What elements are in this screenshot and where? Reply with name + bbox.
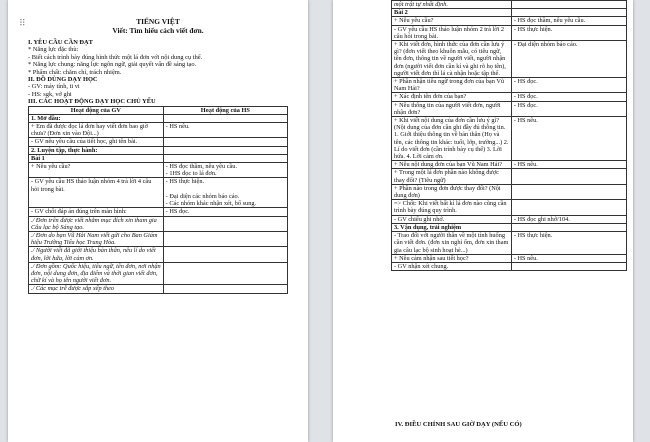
student-activity-cell: - HS nêu.	[163, 123, 287, 138]
requirement-line: * Phẩm chất: chăm chỉ, trách nhiệm.	[28, 68, 122, 76]
student-activity-cell: - HS đọc ghi nhớ/104.	[511, 215, 626, 223]
student-activity-cell: - Đại diện nhóm báo cáo.	[511, 41, 626, 78]
teacher-activity-cell: ./ Các mục trễ được sắp xếp theo	[29, 285, 164, 293]
teacher-activity-cell: - GV chiếu ghi nhớ.	[392, 215, 512, 223]
teacher-activity-cell: + Phần nào trong đơn được thay đổi? (Nội dung đơn)	[392, 184, 512, 199]
student-activity-cell	[163, 146, 287, 154]
table-row	[392, 223, 627, 231]
teacher-activity-cell: - GV yêu cầu HS thảo luận nhóm 4 trả lời 4 câu hỏi trong bài.	[29, 178, 164, 208]
teacher-activity-cell: - Trao đổi với người thân về một tình huống cần viết đơn. (đơn xin nghỉ ốm, đơn xin tham gia câu lạc bộ sinh hoạt hè...)	[392, 232, 512, 255]
teacher-activity-cell: + Nêu cảm nhận sau tiết học?	[392, 254, 512, 262]
table-row	[392, 215, 627, 223]
column-header-teacher: Hoạt động của GV	[29, 106, 164, 114]
tools-line: - GV: máy tính, ti vi	[28, 83, 80, 91]
table-row	[392, 101, 627, 116]
teacher-activity-cell: Bài 2	[392, 9, 512, 17]
table-row	[392, 161, 627, 169]
teacher-activity-cell: 3. Vận dụng, trải nghiệm	[392, 223, 512, 231]
table-row	[29, 208, 288, 216]
teacher-activity-cell: + Khi viết đơn, hình thức của đơn cần lưu ý gì? (đơn viết theo khuôn mẫu, có tiêu ngữ, tên đơn, thông tin về người viết, người nhận đơn (người viết đơn cần kí và ghi rõ họ tên), người viết đơn thì lá cà nhận hoặc tập thể.	[392, 41, 512, 78]
table-row	[29, 146, 288, 154]
table-row	[392, 232, 627, 255]
student-activity-cell: - HS đọc.	[511, 93, 626, 101]
document-page-2	[333, 0, 633, 442]
teacher-activity-cell: + Nêu yêu cầu?	[29, 163, 164, 178]
teacher-activity-cell: + Em đã được đọc lá đơn hay viết đơn bao giờ chưa? (Đơn xin vào Đội...)	[29, 123, 164, 138]
teacher-activity-cell: + Nêu yêu cầu?	[392, 17, 512, 25]
student-activity-cell: - HS đọc thầm, nêu yêu cầu. - 1HS đọc to lá đơn.	[163, 163, 287, 178]
table-row	[392, 41, 627, 78]
student-activity-cell	[511, 223, 626, 231]
student-activity-cell	[163, 216, 287, 231]
student-activity-cell	[511, 169, 626, 184]
table-row	[392, 78, 627, 93]
teacher-activity-cell: - GV chốt đáp án đúng trên màn hình:	[29, 208, 164, 216]
table-row	[392, 117, 627, 161]
requirement-line: * Năng lực đặc thù:	[28, 46, 79, 54]
table-row	[392, 1, 627, 9]
student-activity-cell	[163, 154, 287, 162]
student-activity-cell: - HS nêu.	[511, 254, 626, 262]
requirement-line: * Năng lực chung: năng lực ngôn ngữ, giải quyết vấn đề sáng tạo.	[28, 61, 197, 69]
column-header-student: Hoạt động của HS	[163, 106, 287, 114]
student-activity-cell	[511, 184, 626, 199]
student-activity-cell	[163, 247, 287, 262]
tools-line: - HS: sgk, vở ghi	[28, 90, 72, 98]
teacher-activity-cell: ./ Người viết đã giới thiệu bản thân, nêu lí do viết đơn, lời hứa, lời cảm ơn.	[29, 247, 164, 262]
table-row	[29, 178, 288, 208]
lesson-title: TIẾNG VIỆT	[136, 17, 180, 26]
requirement-line: - Biết cách trình bày đúng hình thức một lá đơn với nội dung cụ thể.	[28, 53, 203, 61]
table-row	[392, 169, 627, 184]
student-activity-cell: - HS thực hiện. - Đại diện các nhóm báo cáo. - Các nhóm khác nhận xét, bổ sung.	[163, 178, 287, 208]
table-row	[29, 114, 288, 122]
table-row	[29, 154, 288, 162]
student-activity-cell	[511, 200, 626, 215]
table-row	[392, 17, 627, 25]
table-row	[29, 262, 288, 285]
table-row	[392, 184, 627, 199]
teacher-activity-cell: - GV nhận xét chung.	[392, 262, 512, 270]
table-row	[392, 25, 627, 40]
student-activity-cell: - HS nêu.	[511, 161, 626, 169]
student-activity-cell	[163, 114, 287, 122]
student-activity-cell	[511, 262, 626, 270]
drag-handle-icon[interactable]: ⠿	[19, 19, 27, 29]
table-row	[392, 9, 627, 17]
student-activity-cell: - HS đọc.	[511, 101, 626, 116]
teacher-activity-cell: ./ Đơn trên được viết nhằm mục đích xin tham gia Câu lạc bộ Sáng tạo.	[29, 216, 164, 231]
teacher-activity-cell: ./ Đơn do bạn Vũ Hải Nam viết gửi cho Ban Giám hiệu Trường Tiểu học Trung Hòa.	[29, 231, 164, 246]
teacher-activity-cell: + Nêu thông tin của người viết đơn, người nhận đơn?	[392, 101, 512, 116]
student-activity-cell: - HS thực hiện.	[511, 25, 626, 40]
teacher-activity-cell: ./ Đơn gồm: Quốc hiệu, tiêu ngữ, tên đơn, nơi nhận đơn, nội dung đơn, địa điểm và thời gian viết đơn, chữ kí và họ tên người viết đơn.	[29, 262, 164, 285]
student-activity-cell: - HS đọc thầm, nêu yêu cầu.	[511, 17, 626, 25]
student-activity-cell	[511, 9, 626, 17]
lesson-subtitle: Viết: Tìm hiểu cách viết đơn.	[112, 25, 204, 35]
student-activity-cell	[163, 262, 287, 285]
student-activity-cell: - HS thực hiện.	[511, 232, 626, 255]
teacher-activity-cell: => Chốt: Khi viết bất kì lá đơn nào cũng cần trình bày đúng quy trình.	[392, 200, 512, 215]
teacher-activity-cell: - GV yêu cầu HS thảo luận nhóm 2 trả lời 2 câu hỏi trong bài.	[392, 25, 512, 40]
teacher-activity-cell: + Nêu nội dung đơn của bạn Vũ Nam Hải?	[392, 161, 512, 169]
footer-heading: IV. ĐIỀU CHỈNH SAU GIỜ DẠY (NẾU CÓ)	[395, 421, 522, 428]
table-row	[392, 262, 627, 270]
document-page-1	[8, 0, 308, 442]
student-activity-cell	[163, 285, 287, 293]
teacher-activity-cell: + Trong một lá đơn phần nào không được thay đổi? (Tiêu ngữ)	[392, 169, 512, 184]
teacher-activity-cell: một trật tự nhất định.	[392, 1, 512, 9]
heading-activities: III. CÁC HOẠT ĐỘNG DẠY HỌC CHỦ YẾU	[28, 98, 156, 106]
table-row	[392, 200, 627, 215]
table-row	[29, 247, 288, 262]
teacher-activity-cell: Bài 1	[29, 154, 164, 162]
teacher-activity-cell: + Xác định tên đơn của bạn?	[392, 93, 512, 101]
student-activity-cell: - HS nêu.	[511, 117, 626, 161]
table-row	[392, 254, 627, 262]
table-row	[29, 231, 288, 246]
heading-tools: II. ĐỒ DÙNG DẠY HỌC	[28, 76, 98, 84]
student-activity-cell: - HS đọc.	[511, 78, 626, 93]
teacher-activity-cell: + Phần nhận tiêu ngữ trong đơn của bạn Vũ Nam Hải?	[392, 78, 512, 93]
heading-requirements: I. YÊU CẦU CẦN ĐẠT	[28, 39, 93, 46]
student-activity-cell: - HS đọc.	[163, 208, 287, 216]
table-row	[29, 138, 288, 146]
teacher-activity-cell: + Khi viết nội dung của đơn cần lưu ý gì? (Nội dung của đơn cần ghi đầy đủ thông tin. 1. Giới thiệu thông tin về bản thân (Họ và tên, các thông tin khác: tuổi, lớp, trường...) 2. Lí do viết đơn (cần trình bày cụ thể) 3. Lời hứa. 4. Lời cảm ơn.	[392, 117, 512, 161]
student-activity-cell	[163, 231, 287, 246]
table-row	[29, 216, 288, 231]
teacher-activity-cell: 2. Luyện tập, thực hành:	[29, 146, 164, 154]
table-row	[392, 93, 627, 101]
student-activity-cell	[163, 138, 287, 146]
activities-table-continued	[391, 0, 627, 271]
student-activity-cell	[511, 1, 626, 9]
table-row	[29, 163, 288, 178]
table-row	[29, 123, 288, 138]
table-row	[29, 285, 288, 293]
teacher-activity-cell: 1. Mở đầu:	[29, 114, 164, 122]
activities-table	[28, 106, 288, 294]
teacher-activity-cell: - GV nêu yêu cầu của tiết học, ghi tên bài.	[29, 138, 164, 146]
